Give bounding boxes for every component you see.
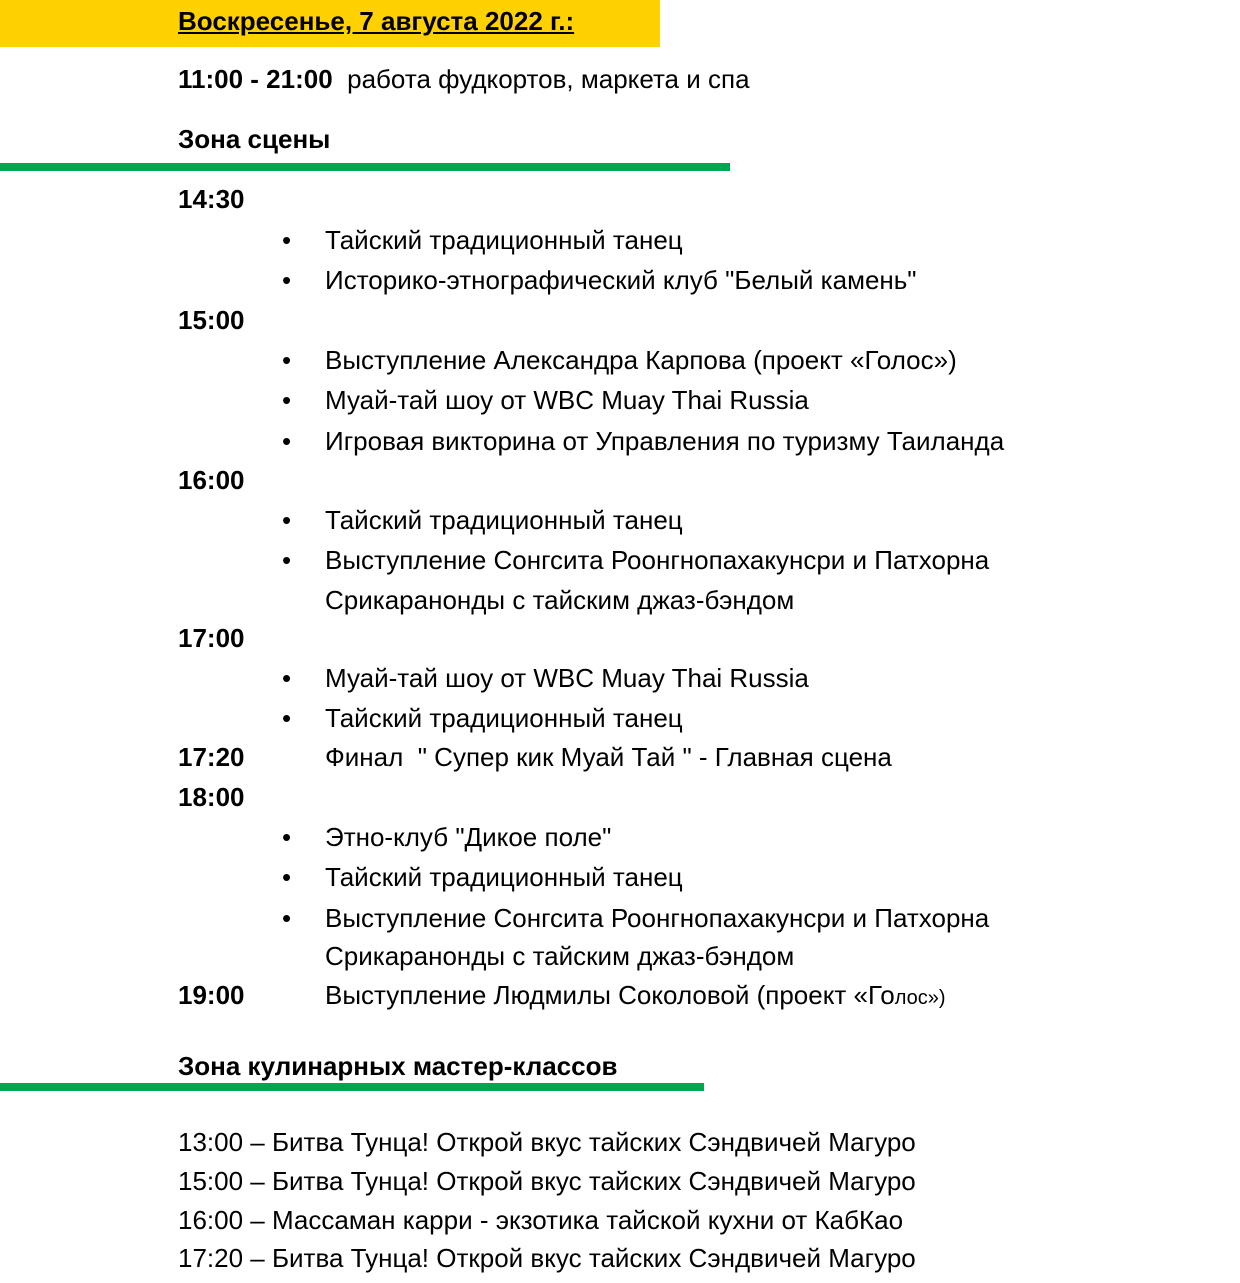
culinary-row: 17:20 – Битва Тунца! Открой вкус тайских Сэндвичей Магуро xyxy=(178,1243,916,1273)
final-item: Финал " Супер кик Муай Тай " - Главная сцена xyxy=(325,742,892,772)
list-item: Муай-тай шоу от WBC Muay Thai Russia xyxy=(325,663,809,693)
bullet: • xyxy=(282,545,292,575)
bullet: • xyxy=(282,822,292,852)
time-1430: 14:30 xyxy=(178,184,245,214)
list-item-continuation: Срикаранонды с тайским джаз-бэндом xyxy=(325,941,795,971)
list-item: Выступление Сонгсита Роонгнопахакунсри и Патхорна xyxy=(325,545,990,575)
bullet: • xyxy=(282,703,292,733)
time-1900: 19:00 xyxy=(178,980,245,1010)
bullet: • xyxy=(282,862,292,892)
bullet: • xyxy=(282,385,292,415)
list-item: Тайский традиционный танец xyxy=(325,862,683,892)
last-stage-item-small: лос») xyxy=(894,987,946,1009)
time-1800: 18:00 xyxy=(178,782,245,812)
bullet: • xyxy=(282,345,292,375)
culinary-row: 13:00 – Битва Тунца! Открой вкус тайских Сэндвичей Магуро xyxy=(178,1127,916,1157)
list-item: Муай-тай шоу от WBC Muay Thai Russia xyxy=(325,385,809,415)
list-item: Тайский традиционный танец xyxy=(325,505,683,535)
list-item: Выступление Сонгсита Роонгнопахакунсри и Патхорна xyxy=(325,903,990,933)
bullet: • xyxy=(282,903,292,933)
list-item: Историко-этнографический клуб "Белый камень" xyxy=(325,265,917,295)
culinary-row: 16:00 – Массаман карри - экзотика тайской кухни от КабКао xyxy=(178,1205,904,1235)
bullet: • xyxy=(282,426,292,456)
culinary-row: 15:00 – Битва Тунца! Открой вкус тайских Сэндвичей Магуро xyxy=(178,1166,916,1196)
list-item: Тайский традиционный танец xyxy=(325,703,683,733)
general-hours-time: 11:00 - 21:00 xyxy=(178,64,333,94)
bullet: • xyxy=(282,505,292,535)
date-title: Воскресенье, 7 августа 2022 г.: xyxy=(178,6,575,36)
last-stage-item-main: Выступление Людмилы Соколовой (проект «Го xyxy=(325,980,895,1010)
culinary-zone-heading: Зона кулинарных мастер-классов xyxy=(178,1051,618,1081)
last-stage-item xyxy=(325,980,946,1011)
list-item: Выступление Александра Карпова (проект «Голос») xyxy=(325,345,957,375)
bullet: • xyxy=(282,265,292,295)
bullet: • xyxy=(282,663,292,693)
list-item: Этно-клуб "Дикое поле" xyxy=(325,822,612,852)
list-item: Игровая викторина от Управления по туризму Таиланда xyxy=(325,426,1005,456)
time-1720: 17:20 xyxy=(178,742,245,772)
stage-zone-rule xyxy=(0,163,730,171)
culinary-zone-rule xyxy=(0,1083,704,1091)
time-1600: 16:00 xyxy=(178,465,245,495)
bullet: • xyxy=(282,225,292,255)
general-hours-text: работа фудкортов, маркета и спа xyxy=(347,64,750,94)
time-1500: 15:00 xyxy=(178,305,245,335)
list-item: Тайский традиционный танец xyxy=(325,225,683,255)
time-1700: 17:00 xyxy=(178,623,245,653)
stage-zone-heading: Зона сцены xyxy=(178,124,331,154)
general-hours xyxy=(178,64,750,95)
list-item-continuation: Срикаранонды с тайским джаз-бэндом xyxy=(325,585,795,615)
